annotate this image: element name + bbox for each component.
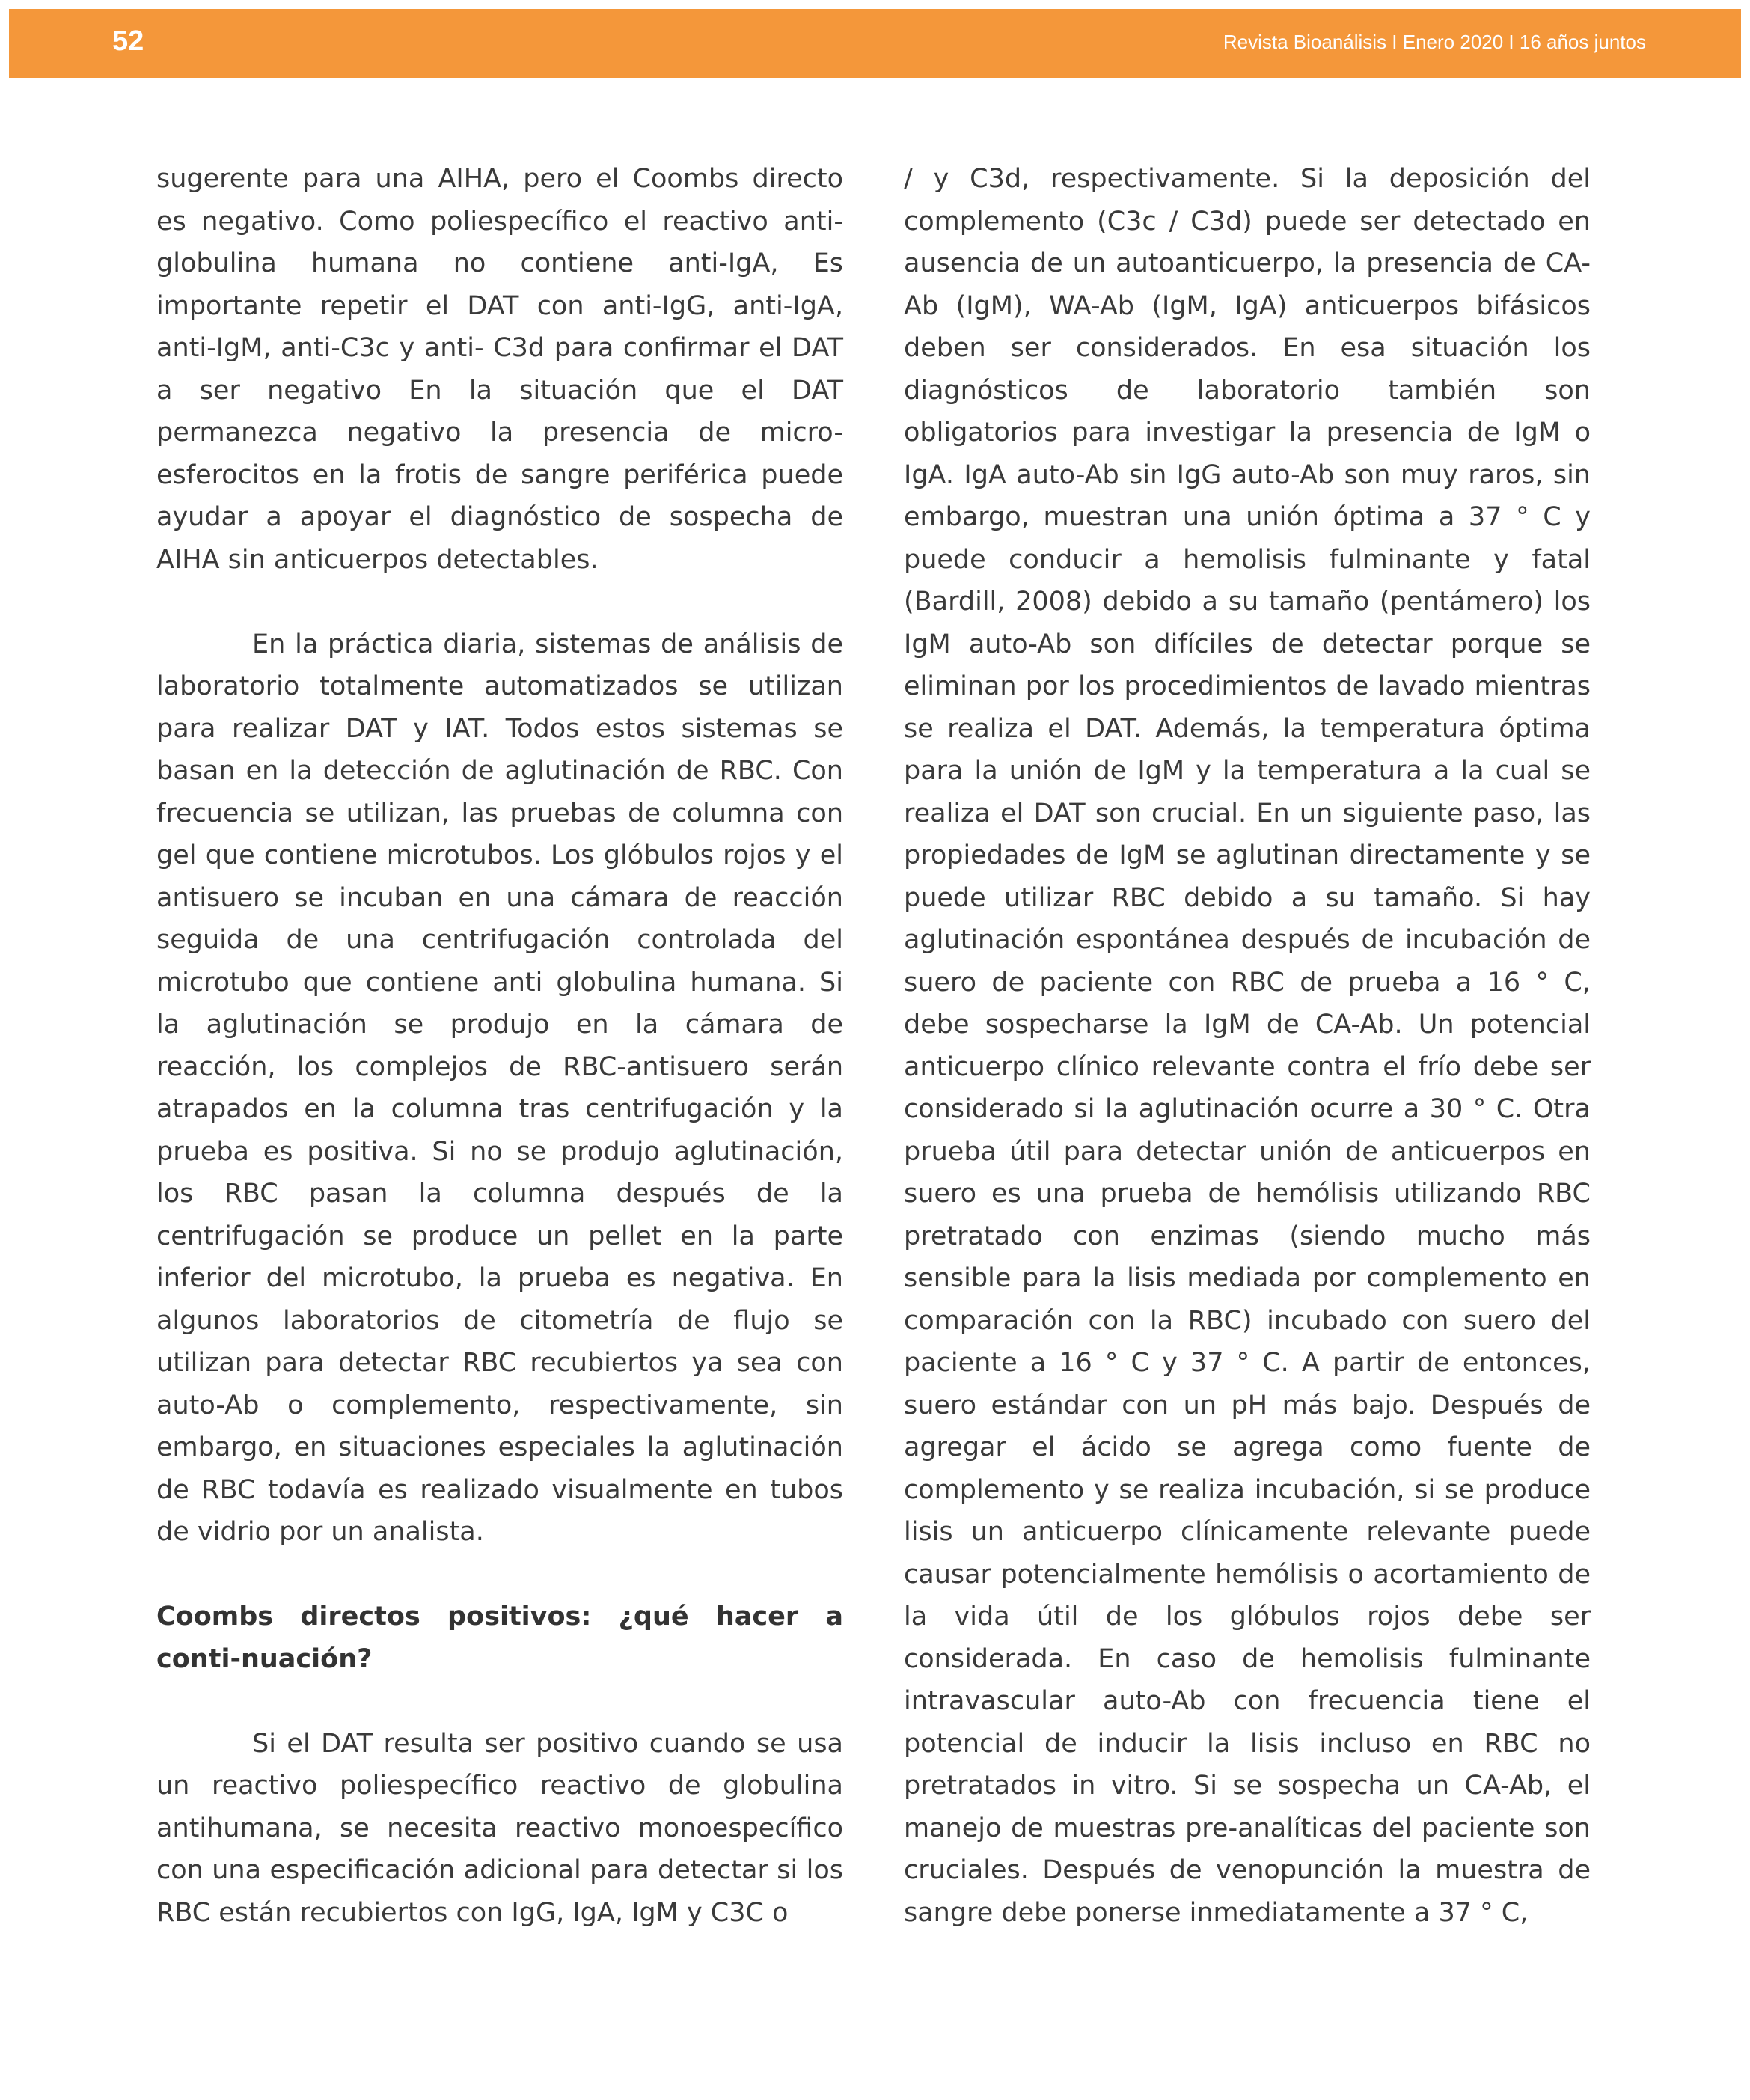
right-column — [904, 158, 1591, 1934]
page-number: 52 — [112, 25, 144, 57]
running-head: Revista Bioanálisis I Enero 2020 I 16 años juntos — [1223, 31, 1646, 53]
section-heading: Coombs directos positivos: ¿qué hacer a conti-nuación? — [156, 1602, 843, 1674]
paragraph: sugerente para una AIHA, pero el Coombs directo es negativo. Como poliespecífico el reactivo anti-globulina humana no contiene anti-IgA, Es importante repetir el DAT con anti-IgG, anti-IgA, anti-IgM, anti-C3c y anti- C3d para confirmar el DAT a ser negativo En la situación que el DAT permanezca negativo la presencia de micro-esferocitos en la frotis de sangre periférica puede ayudar a apoyar el diagnóstico de sospecha de AIHA sin anticuerpos detectables. — [156, 164, 843, 575]
left-column — [156, 158, 843, 1934]
paragraph: En la práctica diaria, sistemas de análisis de laboratorio totalmente automatizados se utilizan para realizar DAT y IAT. Todos estos sistemas se basan en la detección de aglutinación de RBC. Con frecuencia se utilizan, las pruebas de columna con gel que contiene microtubos. Los glóbulos rojos y el antisuero se incuban en una cámara de reacción seguida de una centrifugación controlada del microtubo que contiene anti globulina humana. Si la aglutinación se produjo en la cámara de reacción, los complejos de RBC-antisuero serán atrapados en la columna tras centrifugación y la prueba es positiva. Si no se produjo aglutinación, los RBC pasan la columna después de la centrifugación se produce un pellet en la parte inferior del microtubo, la prueba es negativa. En algunos laboratorios de citometría de flujo se utilizan para detectar RBC recubiertos ya sea con auto-Ab o complemento, respectivamente, sin embargo, en situaciones especiales la aglutinación de RBC todavía es realizado visualmente en tubos de vidrio por un analista. — [156, 629, 843, 1547]
paragraph: / y C3d, respectivamente. Si la deposición del complemento (C3c / C3d) puede ser detectado en ausencia de un autoanticuerpo, la presencia de CA-Ab (IgM), WA-Ab (IgM, IgA) anticuerpos bifásicos deben ser considerados. En esa situación los diagnósticos de laboratorio también son obligatorios para investigar la presencia de IgM o IgA. IgA auto-Ab sin IgG auto-Ab son muy raros, sin embargo, muestran una unión óptima a 37 ° C y puede conducir a hemolisis fulminante y fatal (Bardill, 2008) debido a su tamaño (pentámero) los IgM auto-Ab son difíciles de detectar porque se eliminan por los procedimientos de lavado mientras se realiza el DAT. Además, la temperatura óptima para la unión de IgM y la temperatura a la cual se realiza el DAT son crucial. En un siguiente paso, las propiedades de IgM se aglutinan directamente y se puede utilizar RBC debido a su tamaño. Si hay aglutinación espontánea después de incubación de suero de paciente con RBC de prueba a 16 ° C, debe sospecharse la IgM de CA-Ab. Un potencial anticuerpo clínico relevante contra el frío debe ser considerado si la aglutinación ocurre a 30 ° C. Otra prueba útil para detectar unión de anticuerpos en suero es una prueba de hemólisis utilizando RBC pretratado con enzimas (siendo mucho más sensible para la lisis mediada por complemento en comparación con la RBC) incubado con suero del paciente a 16 ° C y 37 ° C. A partir de entonces, suero estándar con un pH más bajo. Después de agregar el ácido se agrega como fuente de complemento y se realiza incubación, si se produce lisis un anticuerpo clínicamente relevante puede causar potencialmente hemólisis o acortamiento de la vida útil de los glóbulos rojos debe ser considerada. En caso de hemolisis fulminante intravascular auto-Ab con frecuencia tiene el potencial de inducir la lisis incluso en RBC no pretratados in vitro. Si se sospecha un CA-Ab, el manejo de muestras pre-analíticas del paciente son cruciales. Después de venopunción la muestra de sangre debe ponerse inmediatamente a 37 ° C, — [904, 164, 1591, 1928]
paragraph: Si el DAT resulta ser positivo cuando se usa un reactivo poliespecífico reactivo de globulina antihumana, se necesita reactivo monoespecífico con una especificación adicional para detectar si los RBC están recubiertos con IgG, IgA, IgM y C3C o — [156, 1728, 843, 1928]
header-bar — [9, 9, 1741, 78]
